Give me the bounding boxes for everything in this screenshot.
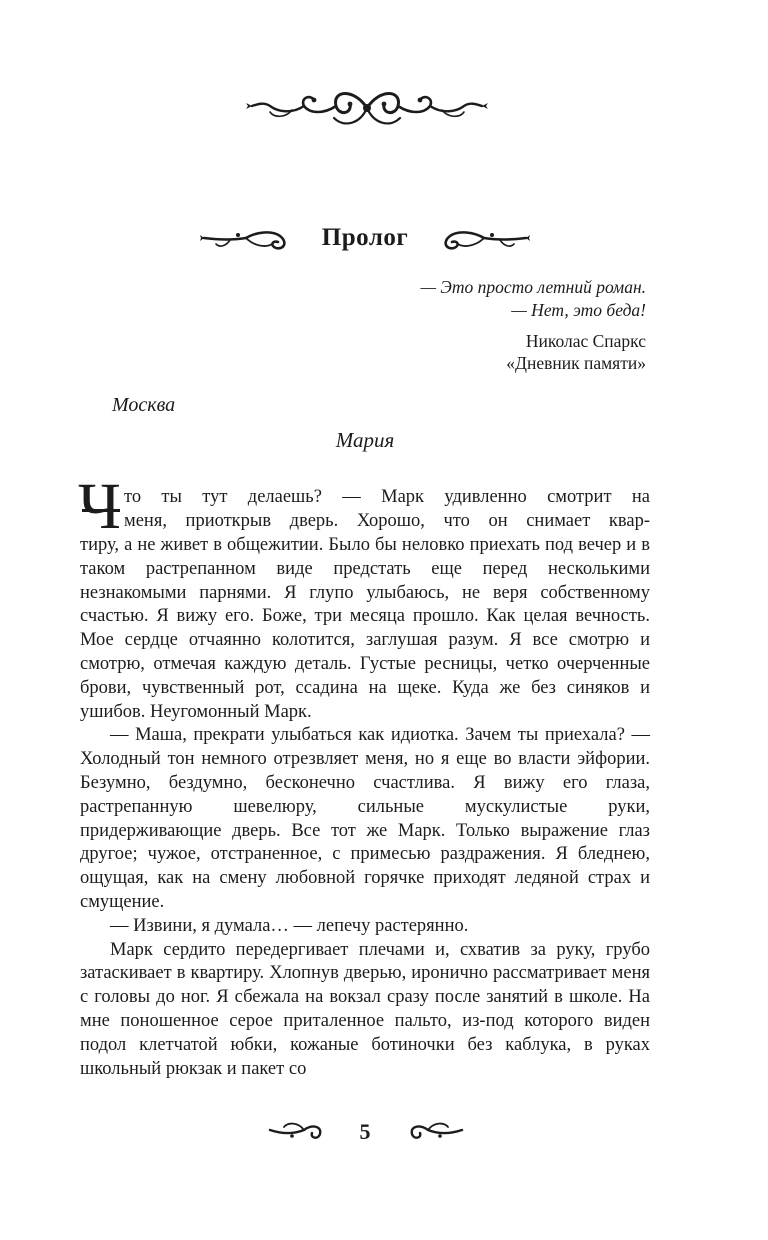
paragraph-line (80, 510, 650, 534)
body-text (78, 470, 650, 1081)
location-heading: Москва (112, 394, 176, 416)
title-right-ornament (440, 226, 530, 254)
paragraph: — Извини, я думала… — лепечу растерянно. (110, 915, 469, 936)
drop-cap: Ч (78, 470, 121, 543)
epigraph-source: «Дневник памяти» (506, 353, 646, 373)
page-number: 5 (359, 1119, 371, 1144)
paragraph-line (80, 486, 650, 510)
paragraph: — Маша, прекрати улыбаться как идиотка. Зачем ты приехала? — Холодный тон немного отрезвляет меня, но я еще во власти эйфории. Безумно, бездумно, бесконечно счастлива. Я вижу его глаза, растрепанную шевелюру, сильные мускулистые руки, придерживающие дверь. Все тот же Марк. Только выражение глаз другое; чужое, отстраненное, с примесью раздражения. Я бледнею, ощущая, как на смену любовной горячке приходят ледяной страх и смущение. (80, 725, 650, 912)
epigraph-author: Николас Спаркс (525, 331, 646, 351)
epigraph-line: — Нет, это беда! (511, 300, 646, 320)
paragraph-line-text: меня, приоткрыв дверь. Хорошо, что он снимает квар- (124, 511, 650, 531)
epigraph-line: — Это просто летний роман. (420, 277, 646, 297)
footer-right-ornament (408, 1118, 464, 1142)
chapter-title: Пролог (321, 224, 409, 251)
paragraph: Марк сердито передергивает плечами и, схватив за руку, грубо затаскивает в квартиру. Хлопнув дверью, иронично рассматривает меня с головы до ног. Я сбежала на вокзал сразу после занятий в школе. На мне поношенное серое приталенное пальто, из-под которого виден подол клетчатой юбки, кожаные ботиночки без каблука, в руках школьный рюкзак и пакет со (80, 939, 650, 1079)
narrator-heading: Мария (335, 428, 395, 452)
first-paragraph (78, 470, 650, 724)
paragraph-line-text: то ты тут делаешь? — Марк удивленно смотрит на (124, 487, 650, 507)
top-ornament (244, 84, 490, 132)
paragraph-continuation: тиру, а не живет в общежитии. Было бы неловко приехать под вечер и в таком растрепанном виде предстать еще перед несколькими незнакомыми парнями. Я глупо улыбаюсь, не веря собственному счастью. Я вижу его. Боже, три месяца прошло. Как целая вечность. Мое сердце отчаянно колотится, заглушая разум. Я все смотрю и смотрю, отмечая каждую деталь. Густые ресницы, четко очерченные брови, чувственный рот, ссадина на щеке. Куда же без синяков и ушибов. Неугомонный Марк. (80, 535, 650, 722)
